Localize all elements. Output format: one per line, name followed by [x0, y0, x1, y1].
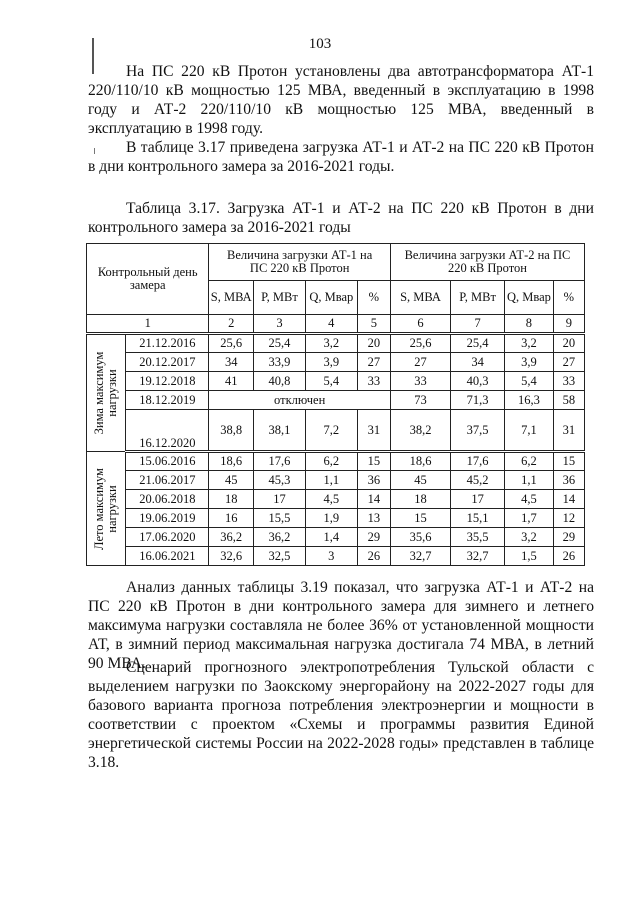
cell: 1,1 [505, 471, 554, 490]
paragraph-transformers-text: На ПС 220 кВ Протон установлены два автотрансформатора АТ-1 220/110/10 кВ мощностью 125 МВА, введенный в эксплуатацию в 1998 году и АТ-2 220/110/10 кВ мощностью 125 МВА, введенный в эксплуатацию в 1998 году. [88, 63, 594, 137]
sub-header-pct2: % [553, 281, 584, 315]
cell: 1,4 [305, 528, 357, 547]
row-date: 15.06.2016 [126, 452, 209, 471]
cell: 4,5 [505, 490, 554, 509]
cell: 33 [390, 372, 450, 391]
col-num-4: 4 [305, 315, 357, 334]
table-caption [88, 199, 594, 237]
winter-label: Зима максимум нагрузки [92, 351, 120, 435]
cell: 18 [390, 490, 450, 509]
row-date: 21.06.2017 [126, 471, 209, 490]
header-row-1 [87, 244, 585, 281]
cell: 36,2 [209, 528, 254, 547]
disconnected-cell: отключен [209, 391, 391, 410]
paragraph-table-intro-text: В таблице 3.17 приведена загрузка АТ-1 и АТ-2 на ПС 220 кВ Протон в дни контрольного замера за 2016-2021 годы. [88, 139, 594, 175]
column-number-row [87, 315, 585, 334]
cell: 18 [209, 490, 254, 509]
cell: 14 [553, 490, 584, 509]
cell: 25,6 [209, 334, 254, 353]
cell: 3,2 [305, 334, 357, 353]
cell: 15,5 [254, 509, 306, 528]
cell: 33,9 [254, 353, 306, 372]
paragraph-scenario-text: Сценарий прогнозного электропотребления Тульской области с выделением нагрузки по Заокскому энергорайону на 2022-2027 годы для базового варианта прогноза потребления электроэнергии и мощности в соответствии с проектом «Схемы и программы развития Единой энергетической системы России на 2022-2028 годы» представлен в таблице 3.18. [88, 659, 594, 771]
cell: 18,6 [390, 452, 450, 471]
cell: 58 [553, 391, 584, 410]
cell: 41 [209, 372, 254, 391]
cell: 25,4 [254, 334, 306, 353]
table-row [87, 372, 585, 391]
cell: 36,2 [254, 528, 306, 547]
cell: 3,2 [505, 528, 554, 547]
cell: 15 [357, 452, 390, 471]
row-date: 16.12.2020 [126, 410, 209, 452]
cell: 4,5 [305, 490, 357, 509]
cell: 27 [553, 353, 584, 372]
summer-label-cell [87, 452, 126, 566]
cell: 45,2 [451, 471, 505, 490]
cell: 1,9 [305, 509, 357, 528]
cell: 16 [209, 509, 254, 528]
cell: 1,1 [305, 471, 357, 490]
cell: 32,7 [451, 547, 505, 566]
cell: 26 [357, 547, 390, 566]
col-num-5: 5 [357, 315, 390, 334]
cell: 27 [390, 353, 450, 372]
row-date: 21.12.2016 [126, 334, 209, 353]
col-num-7: 7 [451, 315, 505, 334]
sub-header-pct1: % [357, 281, 390, 315]
cell: 45 [209, 471, 254, 490]
sub-header-q1: Q, Мвар [305, 281, 357, 315]
header-at1: Величина загрузки АТ-1 на ПС 220 кВ Протон [209, 244, 391, 281]
cell: 26 [553, 547, 584, 566]
cell: 32,7 [390, 547, 450, 566]
load-table [86, 243, 585, 566]
col-num-3: 3 [254, 315, 306, 334]
col-num-6: 6 [390, 315, 450, 334]
summer-label: Лето максимум нагрузки [92, 467, 120, 550]
cell: 18,6 [209, 452, 254, 471]
cell: 20 [357, 334, 390, 353]
col-num-9: 9 [553, 315, 584, 334]
col-num-8: 8 [505, 315, 554, 334]
cell: 7,2 [305, 410, 357, 452]
cell: 25,4 [451, 334, 505, 353]
cell: 71,3 [451, 391, 505, 410]
paragraph-analysis-text: Анализ данных таблицы 3.19 показал, что загрузка АТ-1 и АТ-2 на ПС 220 кВ Протон в дни контрольного замера для зимнего и летнего максимума нагрузки составляла не более 36% от установленной мощности АТ, в зимний период максимальная нагрузка достигала 74 МВА, в летний 90 МВА. [88, 579, 594, 672]
table-row [87, 490, 585, 509]
cell: 45,3 [254, 471, 306, 490]
cell: 1,7 [505, 509, 554, 528]
cell: 40,8 [254, 372, 306, 391]
cell: 35,5 [451, 528, 505, 547]
cell: 3,9 [505, 353, 554, 372]
header-at2: Величина загрузки АТ-2 на ПС 220 кВ Протон [390, 244, 584, 281]
row-date: 20.06.2018 [126, 490, 209, 509]
sub-header-p1: P, МВт [254, 281, 306, 315]
winter-label-cell [87, 334, 126, 452]
cell: 6,2 [505, 452, 554, 471]
cell: 31 [553, 410, 584, 452]
table-row [87, 509, 585, 528]
cell: 3,2 [505, 334, 554, 353]
cell: 17 [451, 490, 505, 509]
page-number: 103 [308, 36, 332, 52]
cell: 27 [357, 353, 390, 372]
cell: 7,1 [505, 410, 554, 452]
cell: 36 [553, 471, 584, 490]
cell: 38,8 [209, 410, 254, 452]
cell: 35,6 [390, 528, 450, 547]
table-row [87, 471, 585, 490]
cell: 5,4 [505, 372, 554, 391]
cell: 1,5 [505, 547, 554, 566]
cell: 12 [553, 509, 584, 528]
cell: 14 [357, 490, 390, 509]
cell: 17 [254, 490, 306, 509]
cell: 73 [390, 391, 450, 410]
cell: 45 [390, 471, 450, 490]
cell: 32,5 [254, 547, 306, 566]
cell: 34 [451, 353, 505, 372]
sub-header-s2: S, МВА [390, 281, 450, 315]
sub-header-q2: Q, Мвар [505, 281, 554, 315]
cell: 16,3 [505, 391, 554, 410]
sub-header-s1: S, МВА [209, 281, 254, 315]
cell: 33 [357, 372, 390, 391]
cell: 38,2 [390, 410, 450, 452]
row-date: 17.06.2020 [126, 528, 209, 547]
table-row [87, 410, 585, 452]
table-row [87, 334, 585, 353]
cell: 20 [553, 334, 584, 353]
cell: 15 [553, 452, 584, 471]
table-caption-text: Таблица 3.17. Загрузка АТ-1 и АТ-2 на ПС 220 кВ Протон в дни контрольного замера за 2016-2021 годы [88, 200, 594, 236]
table-row [87, 353, 585, 372]
cell: 13 [357, 509, 390, 528]
row-date: 20.12.2017 [126, 353, 209, 372]
cell: 17,6 [451, 452, 505, 471]
row-date: 18.12.2019 [126, 391, 209, 410]
row-date: 19.12.2018 [126, 372, 209, 391]
table-row [87, 452, 585, 471]
header-day: Контрольный день замера [87, 244, 209, 315]
cell: 34 [209, 353, 254, 372]
row-date: 16.06.2021 [126, 547, 209, 566]
cell: 3 [305, 547, 357, 566]
cell: 31 [357, 410, 390, 452]
paragraph-table-intro [88, 138, 594, 176]
cell: 29 [357, 528, 390, 547]
cell: 6,2 [305, 452, 357, 471]
cell: 29 [553, 528, 584, 547]
cell: 15,1 [451, 509, 505, 528]
cell: 33 [553, 372, 584, 391]
cell: 37,5 [451, 410, 505, 452]
col-num-1: 1 [87, 315, 209, 334]
cell: 25,6 [390, 334, 450, 353]
cell: 5,4 [305, 372, 357, 391]
cell: 17,6 [254, 452, 306, 471]
cell: 3,9 [305, 353, 357, 372]
cell: 15 [390, 509, 450, 528]
paragraph-scenario [88, 658, 594, 772]
cell: 38,1 [254, 410, 306, 452]
col-num-2: 2 [209, 315, 254, 334]
row-date: 19.06.2019 [126, 509, 209, 528]
table-row [87, 391, 585, 410]
cell: 32,6 [209, 547, 254, 566]
paragraph-transformers [88, 62, 594, 138]
table-row [87, 528, 585, 547]
cell: 40,3 [451, 372, 505, 391]
table-row [87, 547, 585, 566]
sub-header-p2: P, МВт [451, 281, 505, 315]
cell: 36 [357, 471, 390, 490]
